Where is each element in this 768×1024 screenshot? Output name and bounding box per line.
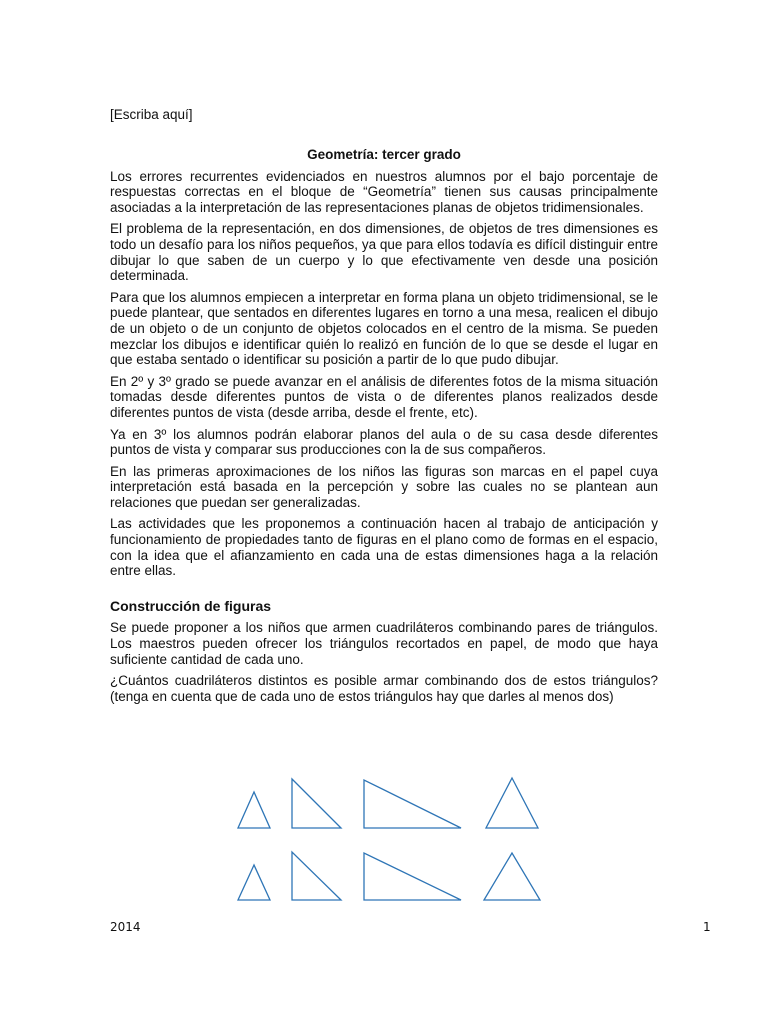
section-heading: Construcción de figuras: [110, 597, 272, 614]
triangle-shape: [292, 779, 341, 828]
paragraph: El problema de la representación, en dos dimensiones, de objetos de tres dimensiones es todo un desafío para los niños pequeños, ya que para ellos todavía es difícil distinguir entre dibujar lo que saben de un cuerpo y lo que efectivamente ven desde una posición determinada.: [110, 221, 658, 284]
triangle-shape: [484, 853, 540, 900]
paragraph: ¿Cuántos cuadriláteros distintos es posible armar combinando dos de estos triángulos? (tenga en cuenta que de cada uno de estos triángulos hay que darles al menos dos): [110, 673, 658, 704]
paragraph: Se puede proponer a los niños que armen cuadriláteros combinando pares de triángulos. Los maestros pueden ofrecer los triángulos recortados en papel, de modo que haya suficiente cantidad de cada uno.: [110, 620, 658, 667]
paragraph: En las primeras aproximaciones de los niños las figuras son marcas en el papel cuya interpretación está basada en la percepción y sobre las cuales no se plantean aun relaciones que puedan ser generalizadas.: [110, 463, 658, 510]
footer-page-number: 1: [703, 920, 711, 934]
document-title: Geometría: tercer grado: [307, 147, 461, 162]
triangle-shape: [238, 792, 270, 828]
paragraph: Para que los alumnos empiecen a interpretar en forma plana un objeto tridimensional, se le puede plantear, que sentados en diferentes lugares en torno a una mesa, realicen el dibujo de un objeto o de un conjunto de objetos colocados en el centro de la misma. Se pueden mezclar los dibujos e identificar quién lo realizó en función de lo que se desde el lugar en que estaba sentado o identificar su posición a partir de lo que pudo dibujar.: [110, 289, 658, 368]
triangle-shape: [292, 852, 341, 900]
footer-year: 2014: [110, 920, 141, 934]
paragraph: Ya en 3º los alumnos podrán elaborar planos del aula o de su casa desde diferentes puntos de vista y comparar sus producciones con la de sus compañeros.: [110, 426, 658, 458]
paragraph: Las actividades que les proponemos a continuación hacen al trabajo de anticipación y funcionamiento de propiedades tanto de figuras en el plano como de formas en el espacio, con la idea que el afianzamiento en cada una de estas dimensiones haga a la relación entre ellas.: [110, 516, 658, 579]
paragraph: En 2º y 3º grado se puede avanzar en el análisis de diferentes fotos de la misma situación tomadas desde diferentes puntos de vista o de diferentes planos realizados desde diferentes puntos de vista (desde arriba, desde el frente, etc).: [110, 373, 658, 420]
triangle-shape: [364, 853, 461, 900]
triangle-shape: [238, 865, 270, 900]
triangle-shape: [486, 778, 538, 828]
triangle-shape: [364, 780, 461, 828]
header-placeholder: [Escriba aquí]: [110, 107, 193, 122]
paragraph: Los errores recurrentes evidenciados en nuestros alumnos por el bajo porcentaje de respuestas correctas en el bloque de “Geometría” tienen sus causas principalmente asociadas a la interpretación de las representaciones planas de objetos tridimensionales.: [110, 168, 658, 215]
document-body: [110, 147, 658, 710]
